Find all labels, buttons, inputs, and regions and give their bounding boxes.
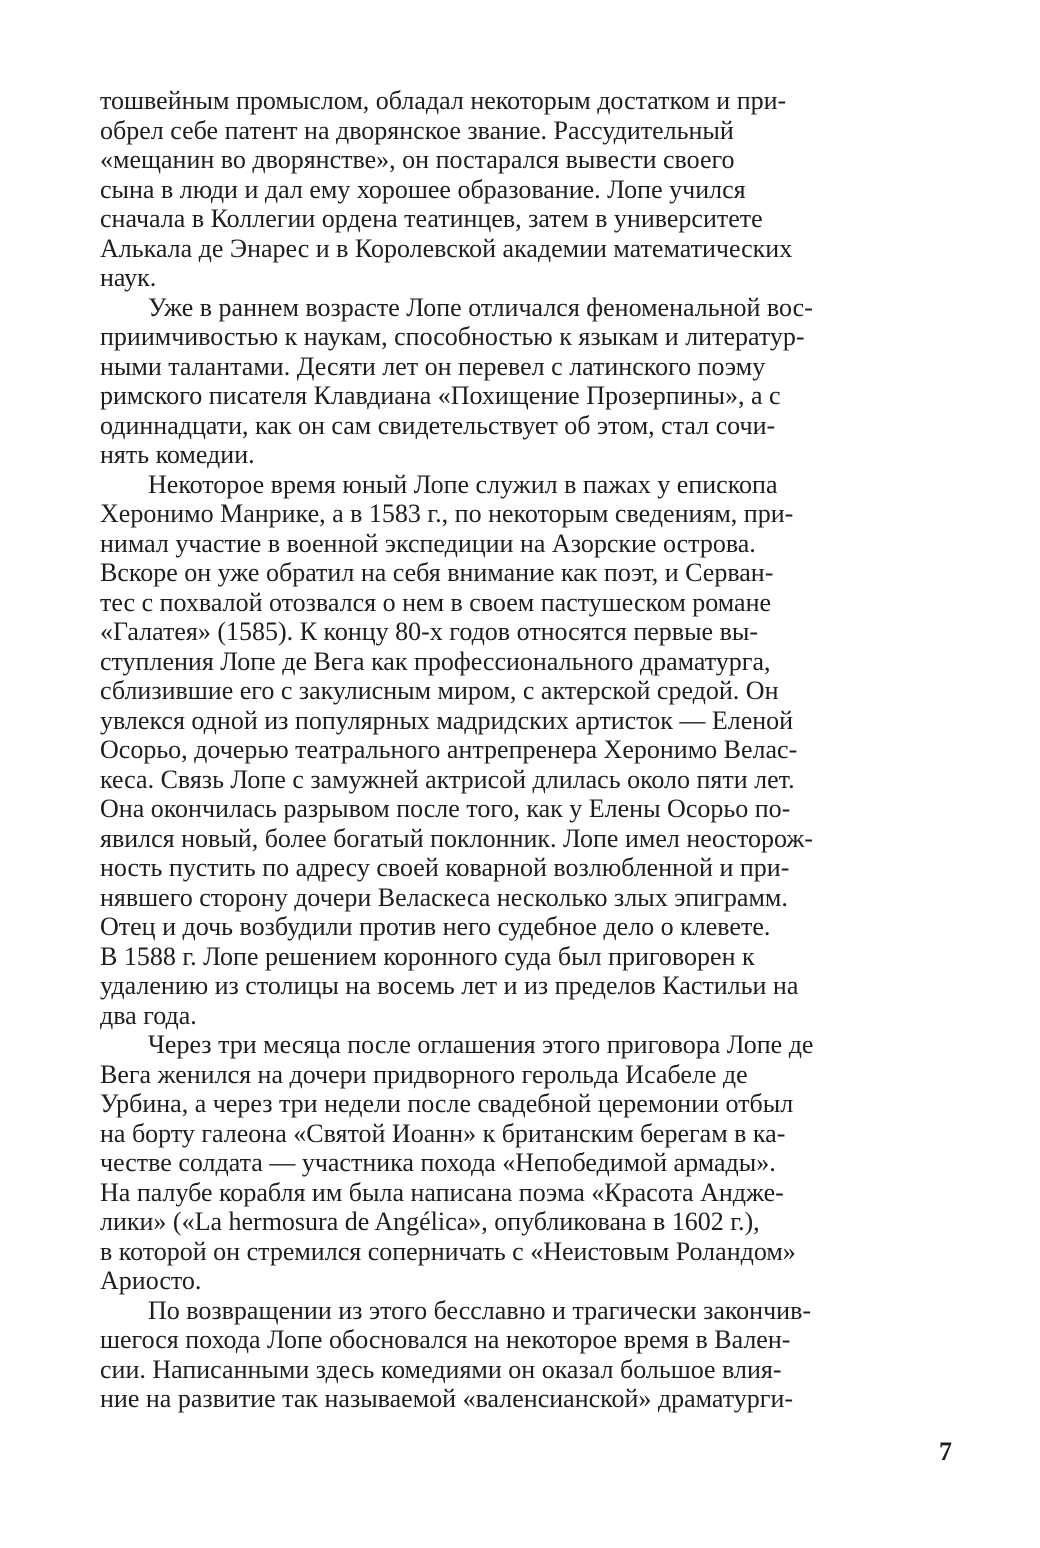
text-line: честве солдата — участника похода «Непобедимой армады».	[100, 1148, 776, 1177]
text-line: В 1588 г. Лопе решением коронного суда был приговорен к	[100, 941, 755, 971]
text-line: Урбина, а через три недели после свадебной церемонии отбыл	[100, 1089, 794, 1118]
text-line: одиннадцати, как он сам свидетельствует об этом, стал сочи-	[100, 410, 776, 440]
text-line: Вскоре он уже обратил на себя внимание как поэт, и Серван-	[100, 558, 774, 587]
text-line: лики» («La hermosura de Angélica», опубликована в 1602 г.),	[100, 1207, 760, 1236]
text-line: «мещанин во дворянстве», он постарался вывести своего	[100, 145, 735, 174]
text-line: римского писателя Клавдиана «Похищение Прозерпины», а с	[100, 381, 781, 410]
text-line: сблизившие его с закулисным миром, с актерской средой. Он	[100, 676, 779, 705]
text-line: приимчивостью к наукам, способностью к языкам и литератур-	[100, 322, 805, 351]
text-line: Она окончилась разрывом после того, как у Елены Осорьо по-	[100, 794, 791, 823]
text-line: удалению из столицы на восемь лет и из пределов Кастильи на	[100, 971, 799, 1000]
text-line: Алькала де Энарес и в Королевской академии математических	[100, 233, 793, 263]
text-line: тес с похвалой отозвался о нем в своем пастушеском романе	[100, 587, 772, 617]
text-body	[100, 86, 948, 1414]
text-line: Осорьо, дочерью театрального антрепренера Херонимо Велас-	[100, 735, 798, 764]
text-line: ность пустить по адресу своей коварной возлюбленной и при-	[100, 853, 790, 882]
text-line: ние на развитие так называемой «валенсианской» драматурги-	[100, 1384, 794, 1413]
text-line: кеса. Связь Лопе с замужней актрисой длилась около пяти лет.	[100, 764, 795, 794]
text-line: наук.	[100, 263, 157, 292]
text-line: сына в люди и дал ему хорошее образование. Лопе учился	[100, 174, 746, 204]
text-line: сии. Написанными здесь комедиями он оказал большое влия-	[100, 1354, 782, 1384]
paragraph	[100, 1296, 948, 1414]
text-line: Уже в раннем возрасте Лопе отличался феноменальной вос-	[148, 292, 813, 322]
text-line: На палубе корабля им была написана поэма «Красота Андже-	[100, 1177, 784, 1207]
text-line: «Галатея» (1585). К концу 80-х годов относятся первые вы-	[100, 617, 758, 646]
text-line: ными талантами. Десяти лет он перевел с латинского поэму	[100, 351, 766, 381]
text-line: тошвейным промыслом, обладал некоторым достатком и при-	[100, 86, 787, 115]
text-line: два года.	[100, 1000, 197, 1030]
text-line: на борту галеона «Святой Иоанн» к британским берегам в ка-	[100, 1118, 786, 1148]
text-line: Херонимо Манрике, а в 1583 г., по некоторым сведениям, при-	[100, 499, 794, 528]
text-line: обрел себе патент на дворянское звание. Рассудительный	[100, 115, 734, 145]
text-line: нявшего сторону дочери Веласкеса несколько злых эпиграмм.	[100, 882, 788, 912]
text-line: шегося похода Лопе обосновался на некоторое время в Вален-	[100, 1325, 791, 1354]
paragraph	[100, 86, 948, 293]
text-line: Отец и дочь возбудили против него судебное дело о клевете.	[100, 912, 771, 941]
text-line: Вега женился на дочери придворного герольда Исабеле де	[100, 1059, 748, 1089]
text-line: Ариосто.	[100, 1266, 202, 1295]
text-line: нимал участие в военной экспедиции на Азорские острова.	[100, 528, 756, 558]
page-number: 7	[939, 1437, 952, 1466]
text-line: в которой он стремился соперничать с «Неистовым Роландом»	[100, 1236, 796, 1266]
paragraph	[100, 293, 948, 470]
page-body	[100, 86, 948, 1414]
text-line: явился новый, более богатый поклонник. Лопе имел неосторож-	[100, 823, 813, 853]
text-line: По возвращении из этого бесславно и трагически закончив-	[148, 1295, 812, 1325]
text-line: нять комедии.	[100, 440, 255, 469]
text-line: Через три месяца после оглашения этого приговора Лопе де	[148, 1030, 814, 1059]
text-line: ступления Лопе де Вега как профессионального драматурга,	[100, 646, 771, 676]
text-line: увлекся одной из популярных мадридских артисток — Еленой	[100, 705, 794, 735]
paragraph	[100, 470, 948, 1031]
text-line: Некоторое время юный Лопе служил в пажах у епископа	[148, 469, 778, 499]
text-line: сначала в Коллегии ордена театинцев, затем в университете	[100, 204, 763, 233]
paragraph	[100, 1030, 948, 1296]
